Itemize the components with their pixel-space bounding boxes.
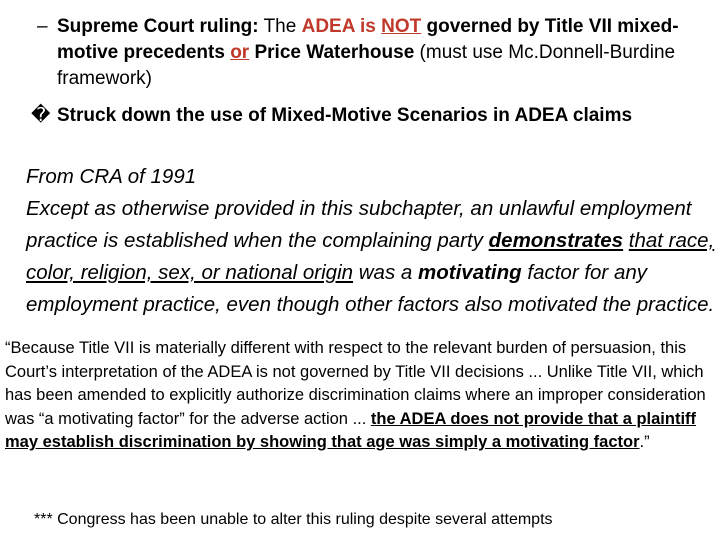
ruling-text-the: The bbox=[263, 16, 297, 37]
struck-bullet bbox=[31, 102, 712, 129]
dash-marker: – bbox=[37, 16, 48, 37]
ruling-governed: governed by Title VII mixed-motive precedents bbox=[57, 16, 679, 63]
cra-text-4: factor for any employment practice, even though other factors also motivated the practice. bbox=[26, 261, 715, 316]
court-quote bbox=[5, 337, 717, 455]
quote-emphasis: the ADEA does not provide that a plaintiff may establish discrimination by showing that age was simply a motivating factor bbox=[5, 409, 697, 451]
ruling-or: or bbox=[230, 42, 250, 63]
ruling-adea: ADEA is bbox=[301, 16, 376, 37]
cra-1991-block bbox=[26, 161, 716, 321]
quote-text: “Because Title VII is materially different with respect to the relevant burden of persuasion, this Court’s interpretation of the ADEA is not governed by Title VII decisions ... Unlike Title VII, which has been amended to explicitly authorize discrimination claims where an improper consideration was “a motivating factor” for the adverse action ... bbox=[5, 339, 706, 428]
quote-end: .” bbox=[639, 433, 650, 451]
cra-body bbox=[26, 193, 716, 321]
struck-text: Struck down the use of Mixed-Motive Scenarios in ADEA claims bbox=[57, 105, 633, 126]
cra-text-3: was a bbox=[358, 261, 413, 284]
cra-motivating: motivating bbox=[418, 261, 522, 284]
ruling-label: Supreme Court ruling: bbox=[57, 16, 259, 37]
cra-text-2: that race, color, religion, sex, or national origin bbox=[26, 229, 715, 284]
ruling-framework-note: (must use Mc.Donnell-Burdine framework) bbox=[57, 42, 676, 89]
ruling-not: NOT bbox=[381, 16, 422, 37]
ruling-price-waterhouse: Price Waterhouse bbox=[254, 42, 415, 63]
bullet-glyph: � bbox=[31, 105, 51, 126]
cra-demonstrates: demonstrates bbox=[488, 229, 624, 252]
ruling-bullet bbox=[37, 14, 712, 92]
footnote: *** Congress has been unable to alter this ruling despite several attempts bbox=[34, 511, 553, 528]
cra-text-1: Except as otherwise provided in this subchapter, an unlawful employment practice is established when the complaining party bbox=[26, 197, 692, 252]
cra-heading: From CRA of 1991 bbox=[26, 165, 197, 188]
